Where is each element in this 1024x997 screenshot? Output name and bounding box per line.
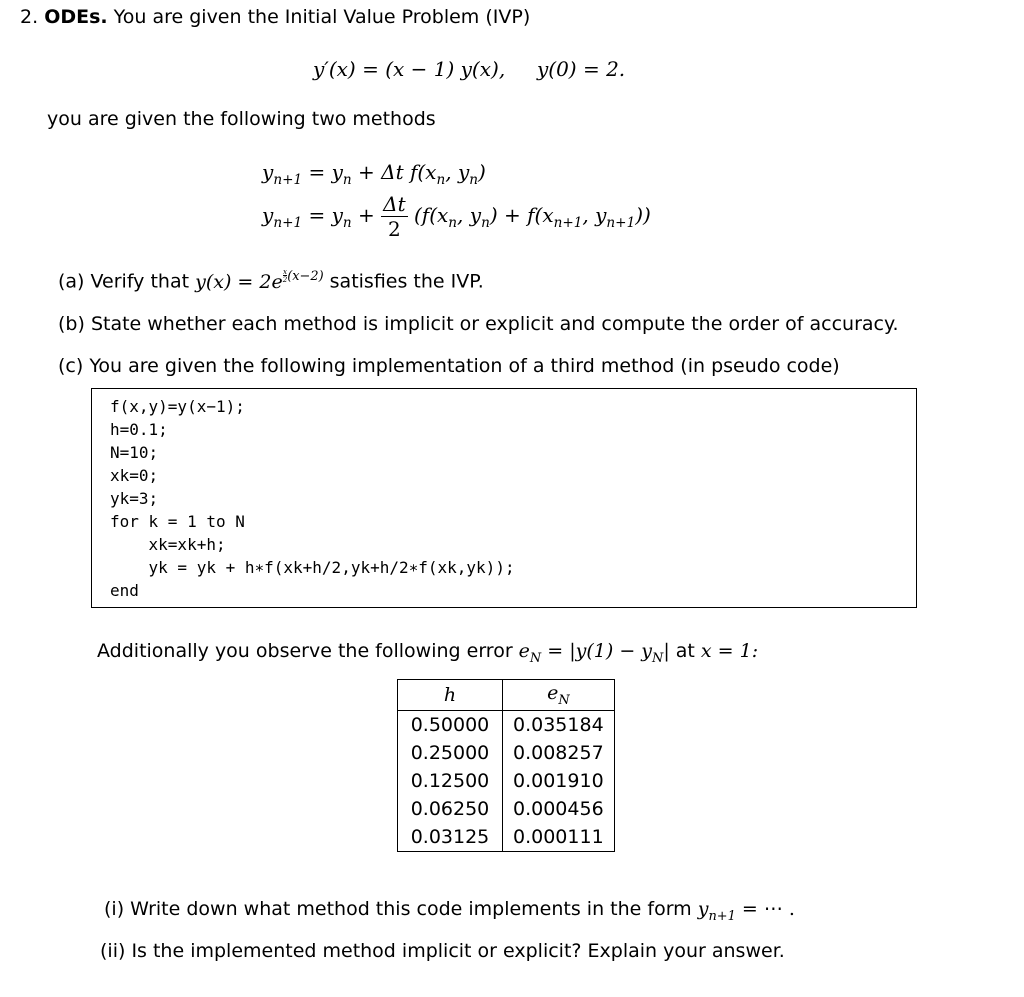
- question-ii-text: Is the implemented method implicit or explicit? Explain your answer.: [131, 940, 785, 962]
- code-line: yk = yk + h∗f(xk+h/2,yk+h/2∗f(xk,yk));: [110, 558, 515, 577]
- table-row: [398, 710, 615, 739]
- cell-h: 0.12500: [398, 767, 503, 795]
- question-i-form: $y_{n+1}$ = ⋯ .: [697, 898, 795, 924]
- methods-intro: you are given the following two methods: [47, 108, 436, 130]
- part-a-label: (a): [58, 270, 85, 293]
- cell-h: 0.25000: [398, 739, 503, 767]
- cell-h: 0.06250: [398, 795, 503, 823]
- cell-eN: 0.000111: [503, 823, 615, 852]
- problem-intro: You are given the Initial Value Problem (IVP): [113, 6, 531, 28]
- code-line: f(x,y)=y(x−1);: [110, 397, 245, 416]
- question-ii: [100, 940, 785, 962]
- question-i: [104, 898, 795, 924]
- problem-title: ODEs.: [44, 6, 108, 28]
- cell-h: 0.50000: [398, 710, 503, 739]
- part-c-text: You are given the following implementation of a third method (in pseudo code): [89, 355, 840, 377]
- problem-heading: [20, 6, 530, 28]
- error-point: x = 1:: [700, 640, 759, 662]
- method-2-equation: $y_{n+1} = y_n$ + $\frac{\Delta t}{2}$ ($f(x_n$, $y_n) + f(x_{n+1}$, $y_{n+1}$)): [262, 192, 651, 241]
- ode-initial-condition: y(0) = 2.: [536, 57, 626, 81]
- code-line: xk=0;: [110, 466, 159, 485]
- error-intro: [97, 640, 758, 666]
- header-h: h: [398, 680, 503, 711]
- table-row: [398, 739, 615, 767]
- question-i-text: Write down what method this code implements in the form: [130, 898, 692, 920]
- error-table: [397, 679, 615, 852]
- code-line: for k = 1 to N: [110, 512, 245, 531]
- part-c: [58, 355, 840, 377]
- cell-eN: 0.008257: [503, 739, 615, 767]
- code-line: N=10;: [110, 443, 159, 462]
- pseudo-code-box: [91, 388, 917, 608]
- table-row: [398, 767, 615, 795]
- table-header-row: [398, 680, 615, 711]
- part-c-label: (c): [58, 355, 84, 377]
- part-b-text: State whether each method is implicit or explicit and compute the order of accuracy.: [90, 313, 899, 335]
- part-a: [58, 268, 484, 293]
- part-a-solution: y(x) = 2e $^{\frac{x}{2} (x-2)}$: [195, 267, 324, 293]
- part-a-text-before: Verify that: [90, 270, 190, 293]
- method-1-equation: $y_{n+1} = y_n + \Delta t$ $f(x_n$, $y_n$): [262, 160, 486, 188]
- header-eN: $e_N$: [503, 680, 615, 711]
- code-line: yk=3;: [110, 489, 159, 508]
- ode-equation: [313, 57, 625, 81]
- problem-number: 2.: [20, 6, 39, 28]
- cell-eN: 0.001910: [503, 767, 615, 795]
- cell-eN: 0.000456: [503, 795, 615, 823]
- cell-h: 0.03125: [398, 823, 503, 852]
- question-ii-label: (ii): [100, 940, 126, 962]
- error-formula: $e_N = |y(1) - y_N|$: [518, 640, 670, 666]
- error-at: at: [675, 640, 695, 662]
- error-intro-text: Additionally you observe the following error: [97, 640, 513, 662]
- table-row: [398, 795, 615, 823]
- part-b-label: (b): [58, 313, 85, 335]
- part-a-text-after: satisfies the IVP.: [329, 270, 484, 293]
- part-b: [58, 313, 899, 335]
- code-line: xk=xk+h;: [110, 535, 226, 554]
- code-line: h=0.1;: [110, 420, 168, 439]
- question-i-label: (i): [104, 898, 125, 920]
- code-line: end: [110, 581, 139, 600]
- table-row: [398, 823, 615, 852]
- cell-eN: 0.035184: [503, 710, 615, 739]
- ode-lhs: y′(x) = (x − 1) y(x),: [313, 57, 506, 81]
